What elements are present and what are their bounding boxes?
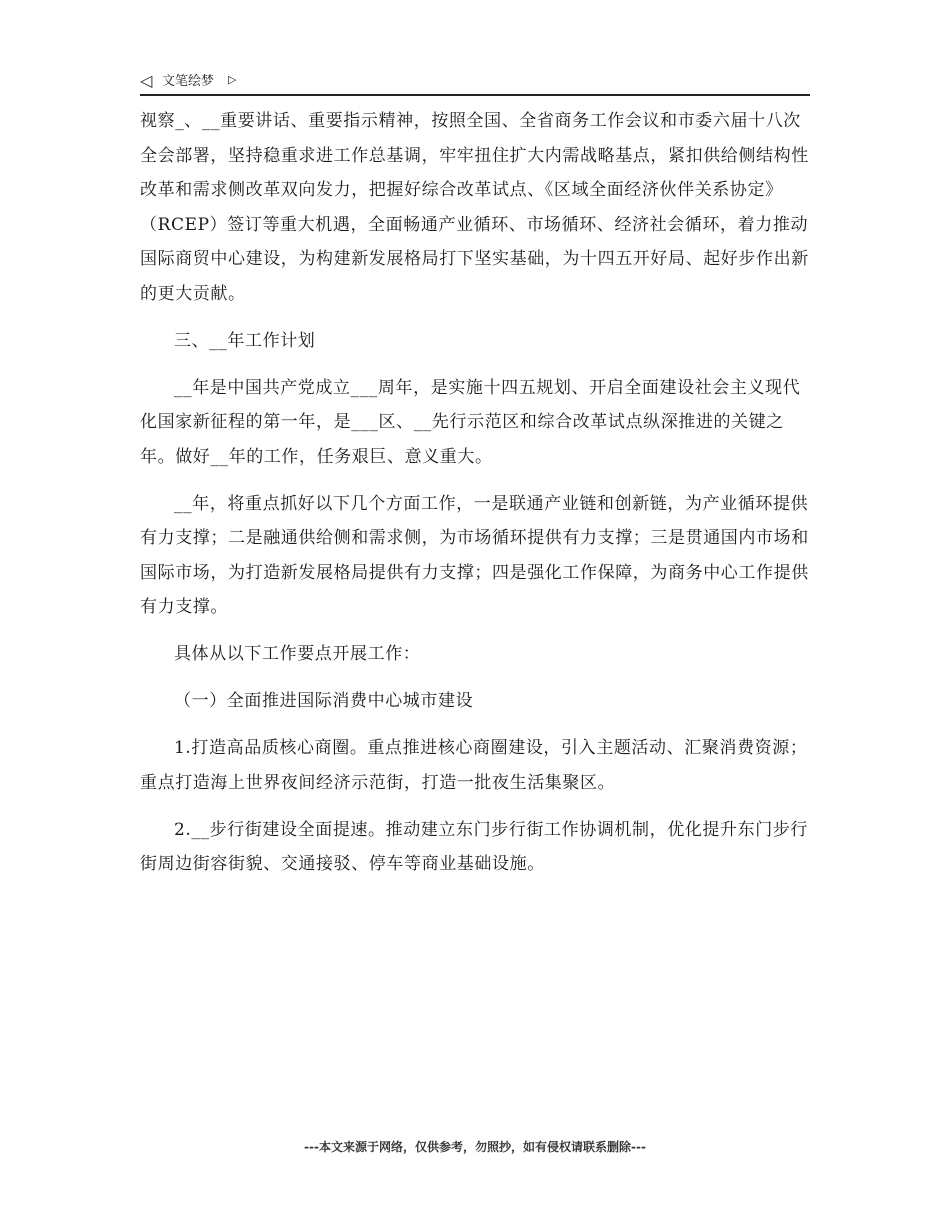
header-brand: 文笔绘梦 — [162, 74, 215, 89]
subheading-consumption-center: （一）全面推进国际消费中心城市建设 — [174, 691, 474, 711]
triangle-left-icon: ◁ — [140, 71, 153, 90]
list-item-core-business-district: 1.打造高品质核心商圈。重点推进核心商圈建设，引入主题活动、汇聚消费资源；重点打造海上世界夜间经济示范街，打造一批夜生活集聚区。 — [140, 738, 808, 793]
paragraph-focus-areas: __年，将重点抓好以下几个方面工作，一是联通产业链和创新链，为产业循环提供有力支撑；二是融通供给侧和需求侧，为市场循环提供有力支撑；三是贯通国内市场和国际市场，为打造新发展格局提供有力支撑；四是强化工作保障，为商务中心工作提供有力支撑。 — [140, 493, 809, 617]
page-header — [140, 72, 810, 96]
page-footer-disclaimer: ---本文来源于网络，仅供参考，勿照抄，如有侵权请联系删除--- — [304, 1140, 646, 1154]
document-body — [140, 104, 812, 882]
paragraph-year-intro: __年是中国共产党成立___周年，是实施十四五规划、开启全面建设社会主义现代化国家新征程的第一年，是___区、__先行示范区和综合改革试点纵深推进的关键之年。做好__年的工作，任务艰巨、意义重大。 — [140, 377, 801, 467]
section-heading-plan: 三、__年工作计划 — [174, 330, 316, 351]
paragraph-work-points-intro: 具体从以下工作要点开展工作： — [174, 644, 421, 664]
list-item-pedestrian-street: 2.__步行街建设全面提速。推动建立东门步行街工作协调机制，优化提升东门步行街周边街容街貌、交通接驳、停车等商业基础设施。 — [140, 819, 809, 874]
triangle-right-icon: ▷ — [228, 73, 237, 86]
paragraph-continuation: 视察_、__重要讲话、重要指示精神，按照全国、全省商务工作会议和市委六届十八次全会部署，坚持稳重求进工作总基调，牢牢扭住扩大内需战略基点，紧扣供给侧结构性改革和需求侧改革双向发力，把握好综合改革试点、《区域全面经济伙伴关系协定》（RCEP）签订等重大机遇，全面畅通产业循环、市场循环、经济社会循环，着力推动国际商贸中心建设，为构建新发展格局打下坚实基础，为十四五开好局、起好步作出新的更大贡献。 — [140, 111, 809, 304]
